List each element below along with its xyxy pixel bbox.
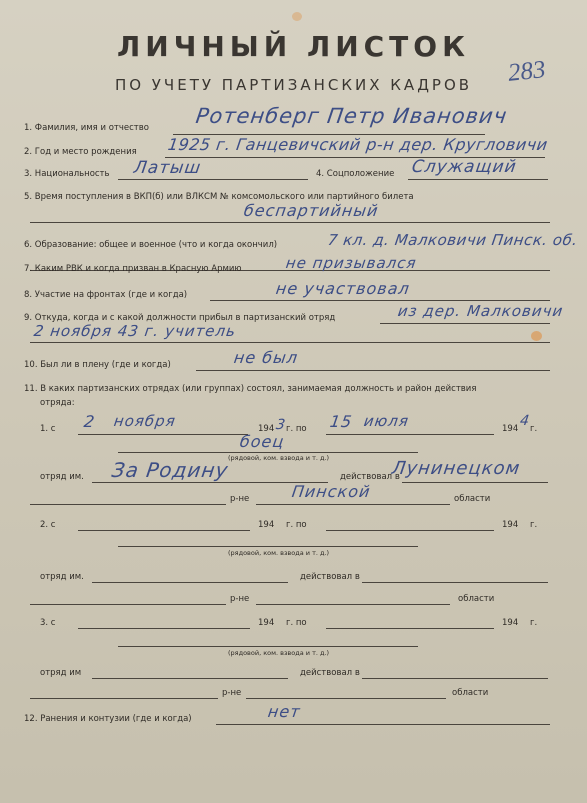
detachment-1-region-line xyxy=(256,504,450,505)
field-12-value: нет xyxy=(266,702,302,721)
detachment-3-g-to: г. по xyxy=(286,618,307,628)
field-8-label: 8. Участие на фронтах (где и когда) xyxy=(24,290,188,300)
field-10-line xyxy=(196,370,550,371)
detachment-2-year-pre-2: 194 xyxy=(502,520,519,530)
detachment-1-district: Лунинецком xyxy=(390,458,522,479)
field-5-label: 5. Время поступления в ВКП(б) или ВЛКСМ № комсомольского или партийного билета xyxy=(24,192,414,202)
field-9-value: из дер. Малковичи xyxy=(396,302,565,320)
detachment-2-district-suffix: р-не xyxy=(230,594,250,604)
detachment-3-region-line xyxy=(246,698,446,699)
field-5-value: беспартийный xyxy=(242,201,380,220)
detachment-2-unit-label: отряд им. xyxy=(40,572,84,582)
field-6-label: 6. Образование: общее и военное (что и когда окончил) xyxy=(24,240,278,250)
detachment-3-position-line xyxy=(118,646,418,647)
detachment-1-position: боец xyxy=(238,432,286,451)
detachment-1-to-month: июля xyxy=(362,412,411,430)
field-7-value: не призывался xyxy=(284,254,418,272)
detachment-2-district-line xyxy=(362,582,548,583)
detachment-1-from-day: 2 xyxy=(82,412,97,431)
detachment-2-region-suffix: области xyxy=(458,594,495,604)
field-1-label: 1. Фамилия, имя и отчество xyxy=(24,123,149,133)
field-6-value: 7 кл. д. Малковичи Пинск. об. xyxy=(326,231,579,249)
detachment-3-to-line xyxy=(326,628,494,629)
archive-number: 283 xyxy=(506,56,547,87)
detachment-3-prefix: 3. с xyxy=(40,618,56,628)
field-9-label: 9. Откуда, когда и с какой должности прибыл в партизанский отряд xyxy=(24,313,336,323)
detachment-1-position-line xyxy=(118,452,418,453)
detachment-1-prefix: 1. с xyxy=(40,424,56,434)
detachment-2-from-line xyxy=(78,530,250,531)
detachment-1-from-line xyxy=(78,434,248,435)
detachment-1-to-year: 4 xyxy=(518,413,532,429)
field-3-value: Латыш xyxy=(132,158,203,178)
field-5-line xyxy=(30,222,550,223)
field-4-line xyxy=(408,179,548,180)
field-8-value: не участвовал xyxy=(274,279,412,298)
detachment-2-district-cont-line xyxy=(30,604,226,605)
detachment-1-from-year: 3 xyxy=(274,417,288,433)
detachment-1-unit-label: отряд им. xyxy=(40,472,84,482)
detachment-1-to-day: 15 xyxy=(328,412,354,431)
detachment-3-district-suffix: р-не xyxy=(222,688,242,698)
field-8-line xyxy=(210,300,550,301)
detachment-1-acted-label: действовал в xyxy=(340,472,400,482)
detachment-1-unit-name: За Родину xyxy=(110,458,231,482)
field-4-label: 4. Соцположение xyxy=(316,169,395,179)
detachment-2-g: г. xyxy=(530,520,538,530)
detachment-2-unit-line xyxy=(92,582,288,583)
detachment-3-district-cont-line xyxy=(30,698,218,699)
field-9-value-2: 2 ноября 43 г. учитель xyxy=(32,322,238,340)
field-9-line xyxy=(380,323,550,324)
detachment-3-region-suffix: области xyxy=(452,688,489,698)
field-11-label: 11. В каких партизанских отрядах (или группах) состоял, занимаемая должность и район действия xyxy=(24,384,477,394)
detachment-3-unit-label: отряд им xyxy=(40,668,82,678)
detachment-2-region-line xyxy=(256,604,450,605)
field-3-label: 3. Национальность xyxy=(24,169,110,179)
paper-stain xyxy=(292,12,302,21)
detachment-3-from-line xyxy=(78,628,250,629)
detachment-1-from-month: ноября xyxy=(112,412,178,430)
detachment-2-acted-label: действовал в xyxy=(300,572,360,582)
detachment-3-position-caption: (рядовой, ком. взвода и т. д.) xyxy=(228,649,330,657)
field-10-label: 10. Был ли в плену (где и когда) xyxy=(24,360,171,370)
field-4-value: Служащий xyxy=(410,157,519,177)
detachment-1-g-to: г. по xyxy=(286,424,307,434)
detachment-1-region-suffix: области xyxy=(454,494,491,504)
detachment-2-g-to: г. по xyxy=(286,520,307,530)
detachment-1-from-year-pre: 194 xyxy=(258,424,275,434)
field-12-line xyxy=(216,724,550,725)
field-12-label: 12. Ранения и контузии (где и когда) xyxy=(24,714,192,724)
field-10-value: не был xyxy=(232,348,300,367)
field-1-value: Ротенберг Петр Иванович xyxy=(194,104,509,128)
detachment-1-position-caption: (рядовой, ком. взвода и т. д.) xyxy=(228,454,330,462)
document-subtitle: ПО УЧЕТУ ПАРТИЗАНСКИХ КАДРОВ xyxy=(114,76,473,94)
detachment-1-district-suffix: р-не xyxy=(230,494,250,504)
detachment-3-year-pre: 194 xyxy=(258,618,275,628)
detachment-1-to-year-pre: 194 xyxy=(502,424,519,434)
detachment-2-prefix: 2. с xyxy=(40,520,56,530)
detachment-2-year-pre: 194 xyxy=(258,520,275,530)
detachment-2-position-line xyxy=(118,546,418,547)
detachment-3-year-pre-2: 194 xyxy=(502,618,519,628)
field-7-label: 7. Каким РВК и когда призван в Красную Армию xyxy=(24,264,242,274)
detachment-3-acted-label: действовал в xyxy=(300,668,360,678)
detachment-2-position-caption: (рядовой, ком. взвода и т. д.) xyxy=(228,549,330,557)
detachment-2-to-line xyxy=(326,530,494,531)
detachment-1-g: г. xyxy=(530,424,538,434)
detachment-3-district-line xyxy=(362,678,548,679)
field-3-line xyxy=(118,179,308,180)
detachment-1-district-line xyxy=(402,482,548,483)
paper-stain xyxy=(531,331,542,341)
detachment-3-g: г. xyxy=(530,618,538,628)
field-2-value: 1925 г. Ганцевичский р-н дер. Кругловичи xyxy=(166,135,550,154)
detachment-1-region: Пинской xyxy=(290,482,372,501)
document-title: ЛИЧНЫЙ ЛИСТОК xyxy=(117,30,470,63)
detachment-1-district-cont-line xyxy=(30,504,226,505)
detachment-3-unit-line xyxy=(92,678,288,679)
field-11-label-2: отряда: xyxy=(40,398,75,408)
field-9-line-2 xyxy=(30,342,550,343)
field-2-label: 2. Год и место рождения xyxy=(24,147,137,157)
detachment-1-to-line xyxy=(326,434,494,435)
